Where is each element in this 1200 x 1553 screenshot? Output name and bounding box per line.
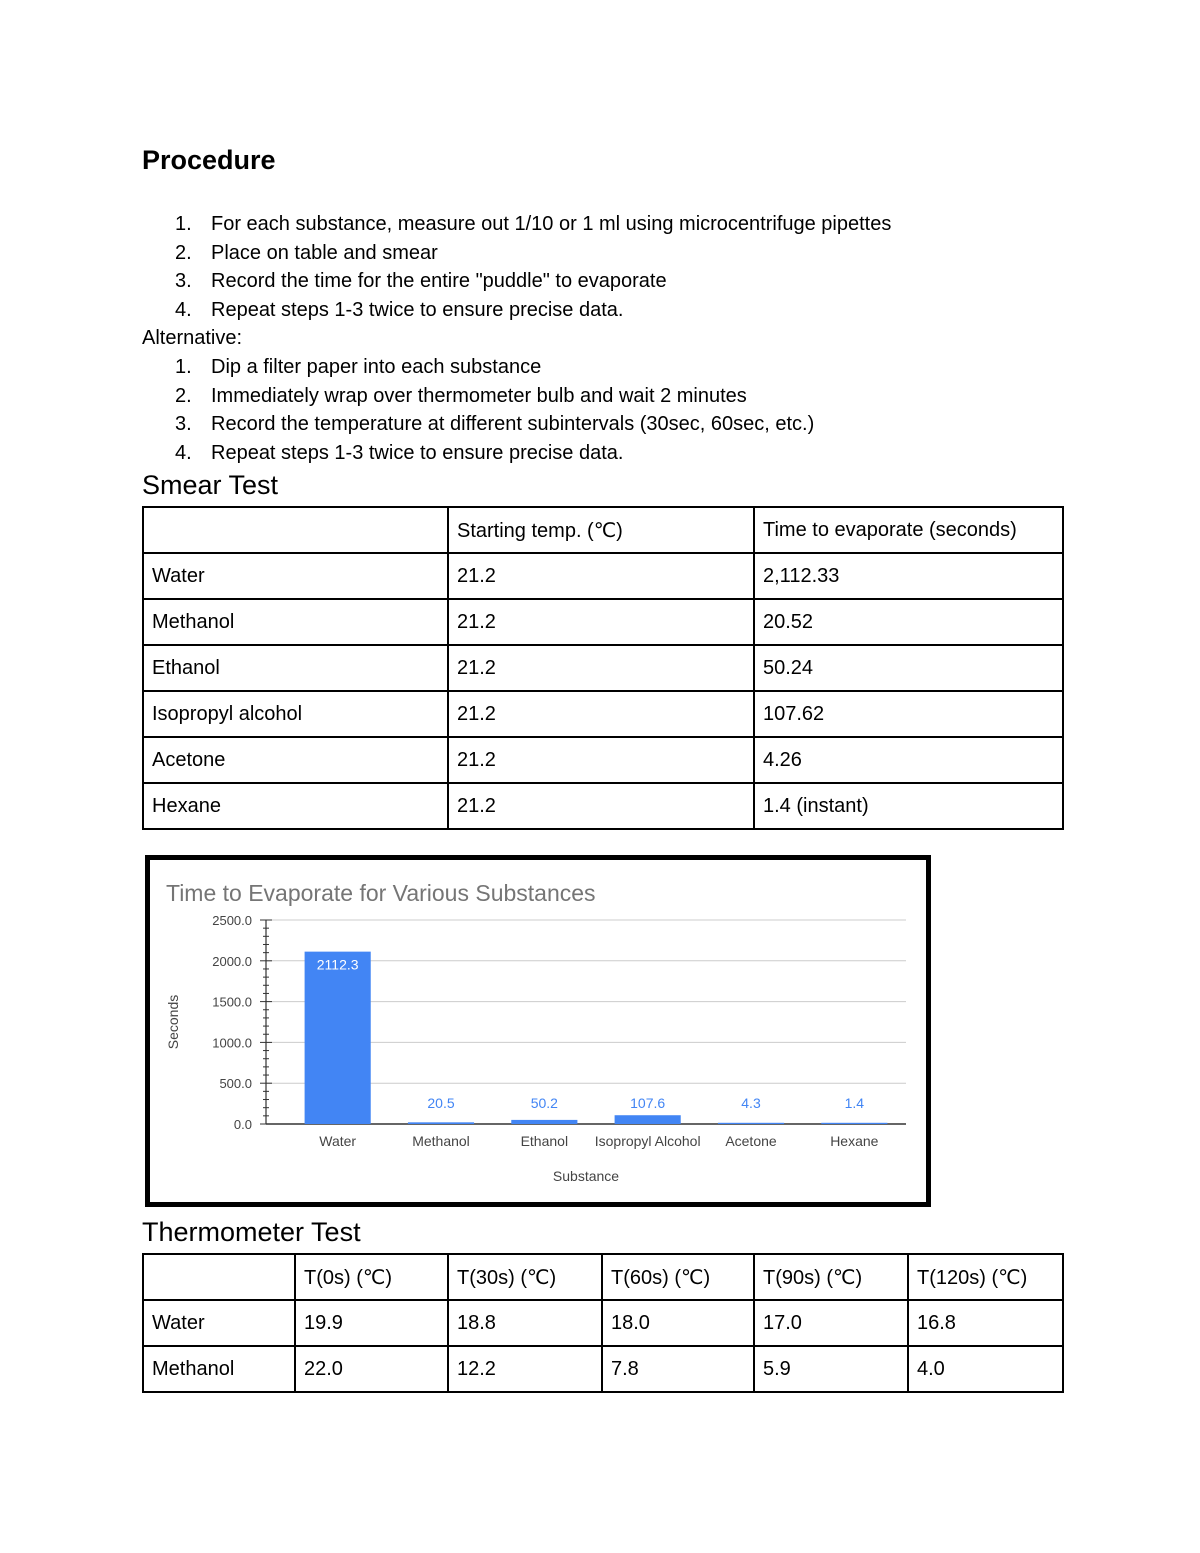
bar [408,1122,474,1124]
x-tick-label: Water [319,1133,357,1149]
data-label: 1.4 [844,1095,865,1111]
y-tick-label: 1000.0 [212,1035,252,1051]
table-header-cell: T(90s) (℃) [754,1254,908,1300]
data-label: 2112.3 [316,956,359,973]
table-cell: 12.2 [448,1346,602,1392]
data-label: 20.5 [427,1095,455,1111]
smear-test-heading: Smear Test [142,470,279,500]
bar [305,952,371,1124]
x-tick-label: Ethanol [520,1133,569,1149]
table-row [143,1300,1063,1346]
x-tick-label: Hexane [830,1133,879,1149]
category-labels [319,1133,878,1149]
table-cell: Ethanol [143,645,448,691]
table-cell: 16.8 [908,1300,1063,1346]
table-row [143,599,1063,645]
bar [511,1120,577,1124]
alternative-label-line [142,324,1062,353]
evaporation-chart [145,855,931,1207]
table-cell: Methanol [143,599,448,645]
list-item [142,267,1062,296]
step-text: Record the time for the entire "puddle" to evaporate [211,270,667,293]
bar [718,1123,784,1124]
table-cell: 107.62 [754,691,1063,737]
alt-step-text: Dip a filter paper into each substance [211,355,542,378]
list-number: 1. [175,213,192,235]
list-number: 3. [175,270,192,293]
table-header-cell: T(30s) (℃) [448,1254,602,1300]
data-label: 107.6 [630,1095,666,1111]
y-tick-label: 2500.0 [212,913,252,928]
procedure-steps [142,210,1062,467]
table-cell: 19.9 [295,1300,448,1346]
list-item [142,410,1062,439]
x-tick-label: Acetone [725,1133,777,1149]
table-cell: Methanol [143,1346,295,1392]
list-number: 1. [175,355,192,378]
x-tick-label: Isopropyl Alcohol [594,1133,701,1149]
table-row [143,1346,1063,1392]
table-cell: 21.2 [448,553,754,599]
procedure-heading: Procedure [142,145,276,175]
table-cell: 7.8 [602,1346,754,1392]
bar [615,1115,681,1124]
table-cell: Water [143,1300,295,1346]
smear-test-table [142,506,1064,830]
table-header-cell [143,507,448,553]
list-number: 4. [175,298,192,321]
table-cell: 18.8 [448,1300,602,1346]
table-cell: 21.2 [448,645,754,691]
table-cell: 21.2 [448,737,754,783]
step-text: Repeat steps 1-3 twice to ensure precise data. [211,298,624,321]
table-cell: 2,112.33 [754,553,1063,599]
table-cell: 17.0 [754,1300,908,1346]
data-label: 4.3 [741,1095,761,1111]
table-cell: 5.9 [754,1346,908,1392]
thermometer-test-table [142,1253,1064,1393]
table-row [143,645,1063,691]
list-item [142,210,1062,239]
alt-step-text: Immediately wrap over thermometer bulb and wait 2 minutes [211,384,747,407]
bars [305,952,888,1124]
y-tick-label: 1500.0 [212,994,252,1010]
table-cell: Acetone [143,737,448,783]
table-cell: 18.0 [602,1300,754,1346]
step-text: For each substance, measure out 1/10 or 1 ml using microcentrifuge pipettes [211,213,892,235]
y-tick-label: 2000.0 [212,953,252,969]
chart-title: Time to Evaporate for Various Substances [166,880,596,906]
table-header-row [143,1254,1063,1300]
table-cell: Water [143,553,448,599]
list-item [142,239,1062,268]
list-item [142,439,1062,468]
list-item [142,353,1062,382]
step-text: Place on table and smear [211,241,438,264]
table-cell: 50.24 [754,645,1063,691]
table-cell: 20.52 [754,599,1063,645]
table-cell: 4.26 [754,737,1063,783]
bar [821,1123,887,1124]
table-cell: Isopropyl alcohol [143,691,448,737]
table-row [143,783,1063,829]
table-cell: 21.2 [448,691,754,737]
x-tick-label: Methanol [412,1133,470,1149]
table-row [143,691,1063,737]
list-number: 4. [175,441,192,464]
data-label: 50.2 [530,1095,558,1111]
list-number: 2. [175,241,192,264]
list-number: 3. [175,413,192,436]
x-axis-label: Substance [552,1168,620,1184]
table-cell: Hexane [143,783,448,829]
table-header-cell [143,1254,295,1300]
table-header-cell: T(60s) (℃) [602,1254,754,1300]
table-cell: 21.2 [448,783,754,829]
table-cell: 4.0 [908,1346,1063,1392]
table-row [143,553,1063,599]
table-header-row [143,507,1063,553]
y-axis-label: Seconds [165,994,181,1050]
thermometer-test-heading: Thermometer Test [142,1217,361,1247]
list-number: 2. [175,384,192,407]
y-tick-label: 0.0 [233,1117,252,1132]
table-header-cell: Starting temp. (℃) [448,507,754,553]
data-labels [317,957,864,1111]
chart-svg [150,860,926,1202]
list-item [142,382,1062,411]
table-cell: 1.4 (instant) [754,783,1063,829]
table-header-cell: T(120s) (℃) [908,1254,1063,1300]
table-header-cell: T(0s) (℃) [295,1254,448,1300]
y-axis-ticks [212,913,272,1132]
alt-step-text: Record the temperature at different subintervals (30sec, 60sec, etc.) [211,413,815,436]
y-tick-label: 500.0 [219,1076,252,1092]
alt-step-text: Repeat steps 1-3 twice to ensure precise data. [211,441,624,464]
list-item [142,296,1062,325]
table-header-cell: Time to evaporate (seconds) [754,507,1063,553]
alternative-label: Alternative: [142,327,243,350]
table-row [143,737,1063,783]
table-cell: 21.2 [448,599,754,645]
table-cell: 22.0 [295,1346,448,1392]
